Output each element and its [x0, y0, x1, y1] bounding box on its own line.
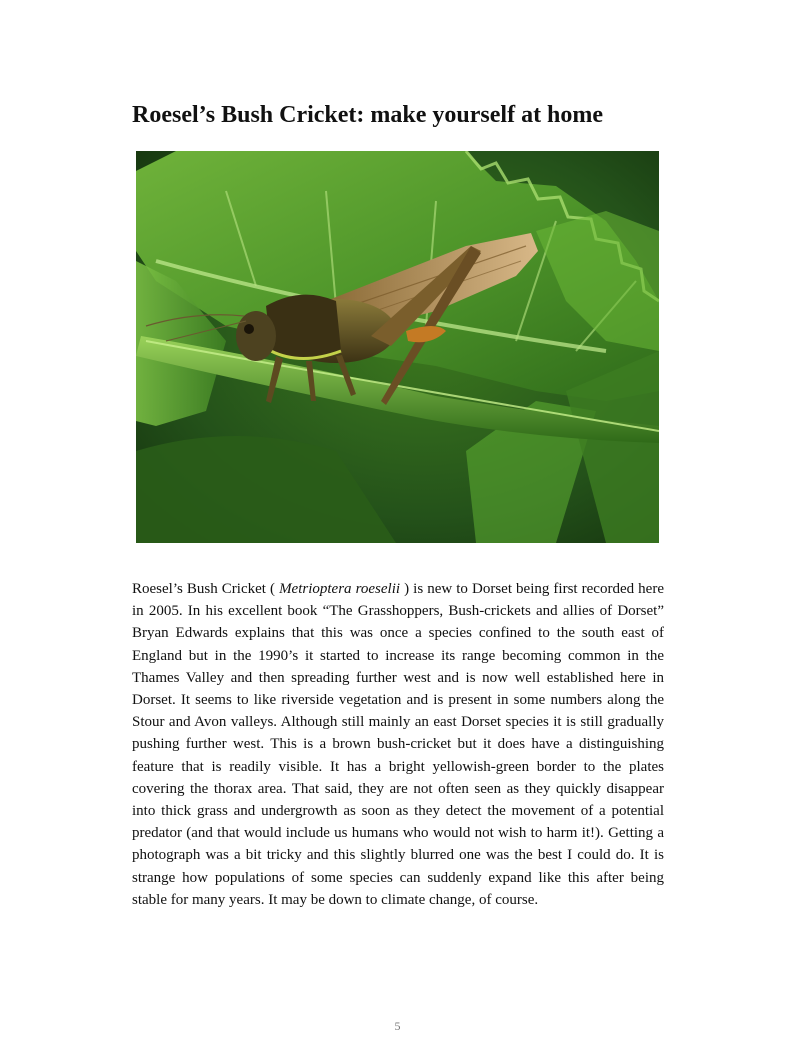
cricket-photo: [136, 151, 659, 543]
page-number: 5: [394, 1019, 401, 1033]
article-body: [132, 578, 664, 911]
page-title: Roesel’s Bush Cricket: make yourself at home: [132, 102, 604, 128]
species-name: Metrioptera roeselii: [279, 581, 401, 597]
body-text-start: Roesel’s Bush Cricket (: [132, 581, 280, 597]
body-text-rest: ) is new to Dorset being first recorded here in 2005. In his excellent book “The Grasshoppers, Bush-crickets and allies of Dorset” Bryan Edwards explains that this was once a species confined to the south east of England but in the 1990’s it started to increase its range becoming common in the Thames Valley and then spreading further west and is now well established here in Dorset. It seems to like riverside vegetation and is present in some numbers along the Stour and Avon valleys. Although still mainly an east Dorset species it is still gradually pushing further west. This is a brown bush-cricket but it does have a distinguishing feature that is readily visible. It has a bright yellowish-green border to the plates covering the thorax area. That said, they are not often seen as they quickly disappear into thick grass and undergrowth as soon as they detect the movement of a potential predator (and that would include us humans who would not wish to harm it!). Getting a photograph was a bit tricky and this slightly blurred one was the best I could do. It is strange how populations of some species can suddenly expand like this after being stable for many years. It may be down to climate change, of course.: [132, 581, 664, 908]
